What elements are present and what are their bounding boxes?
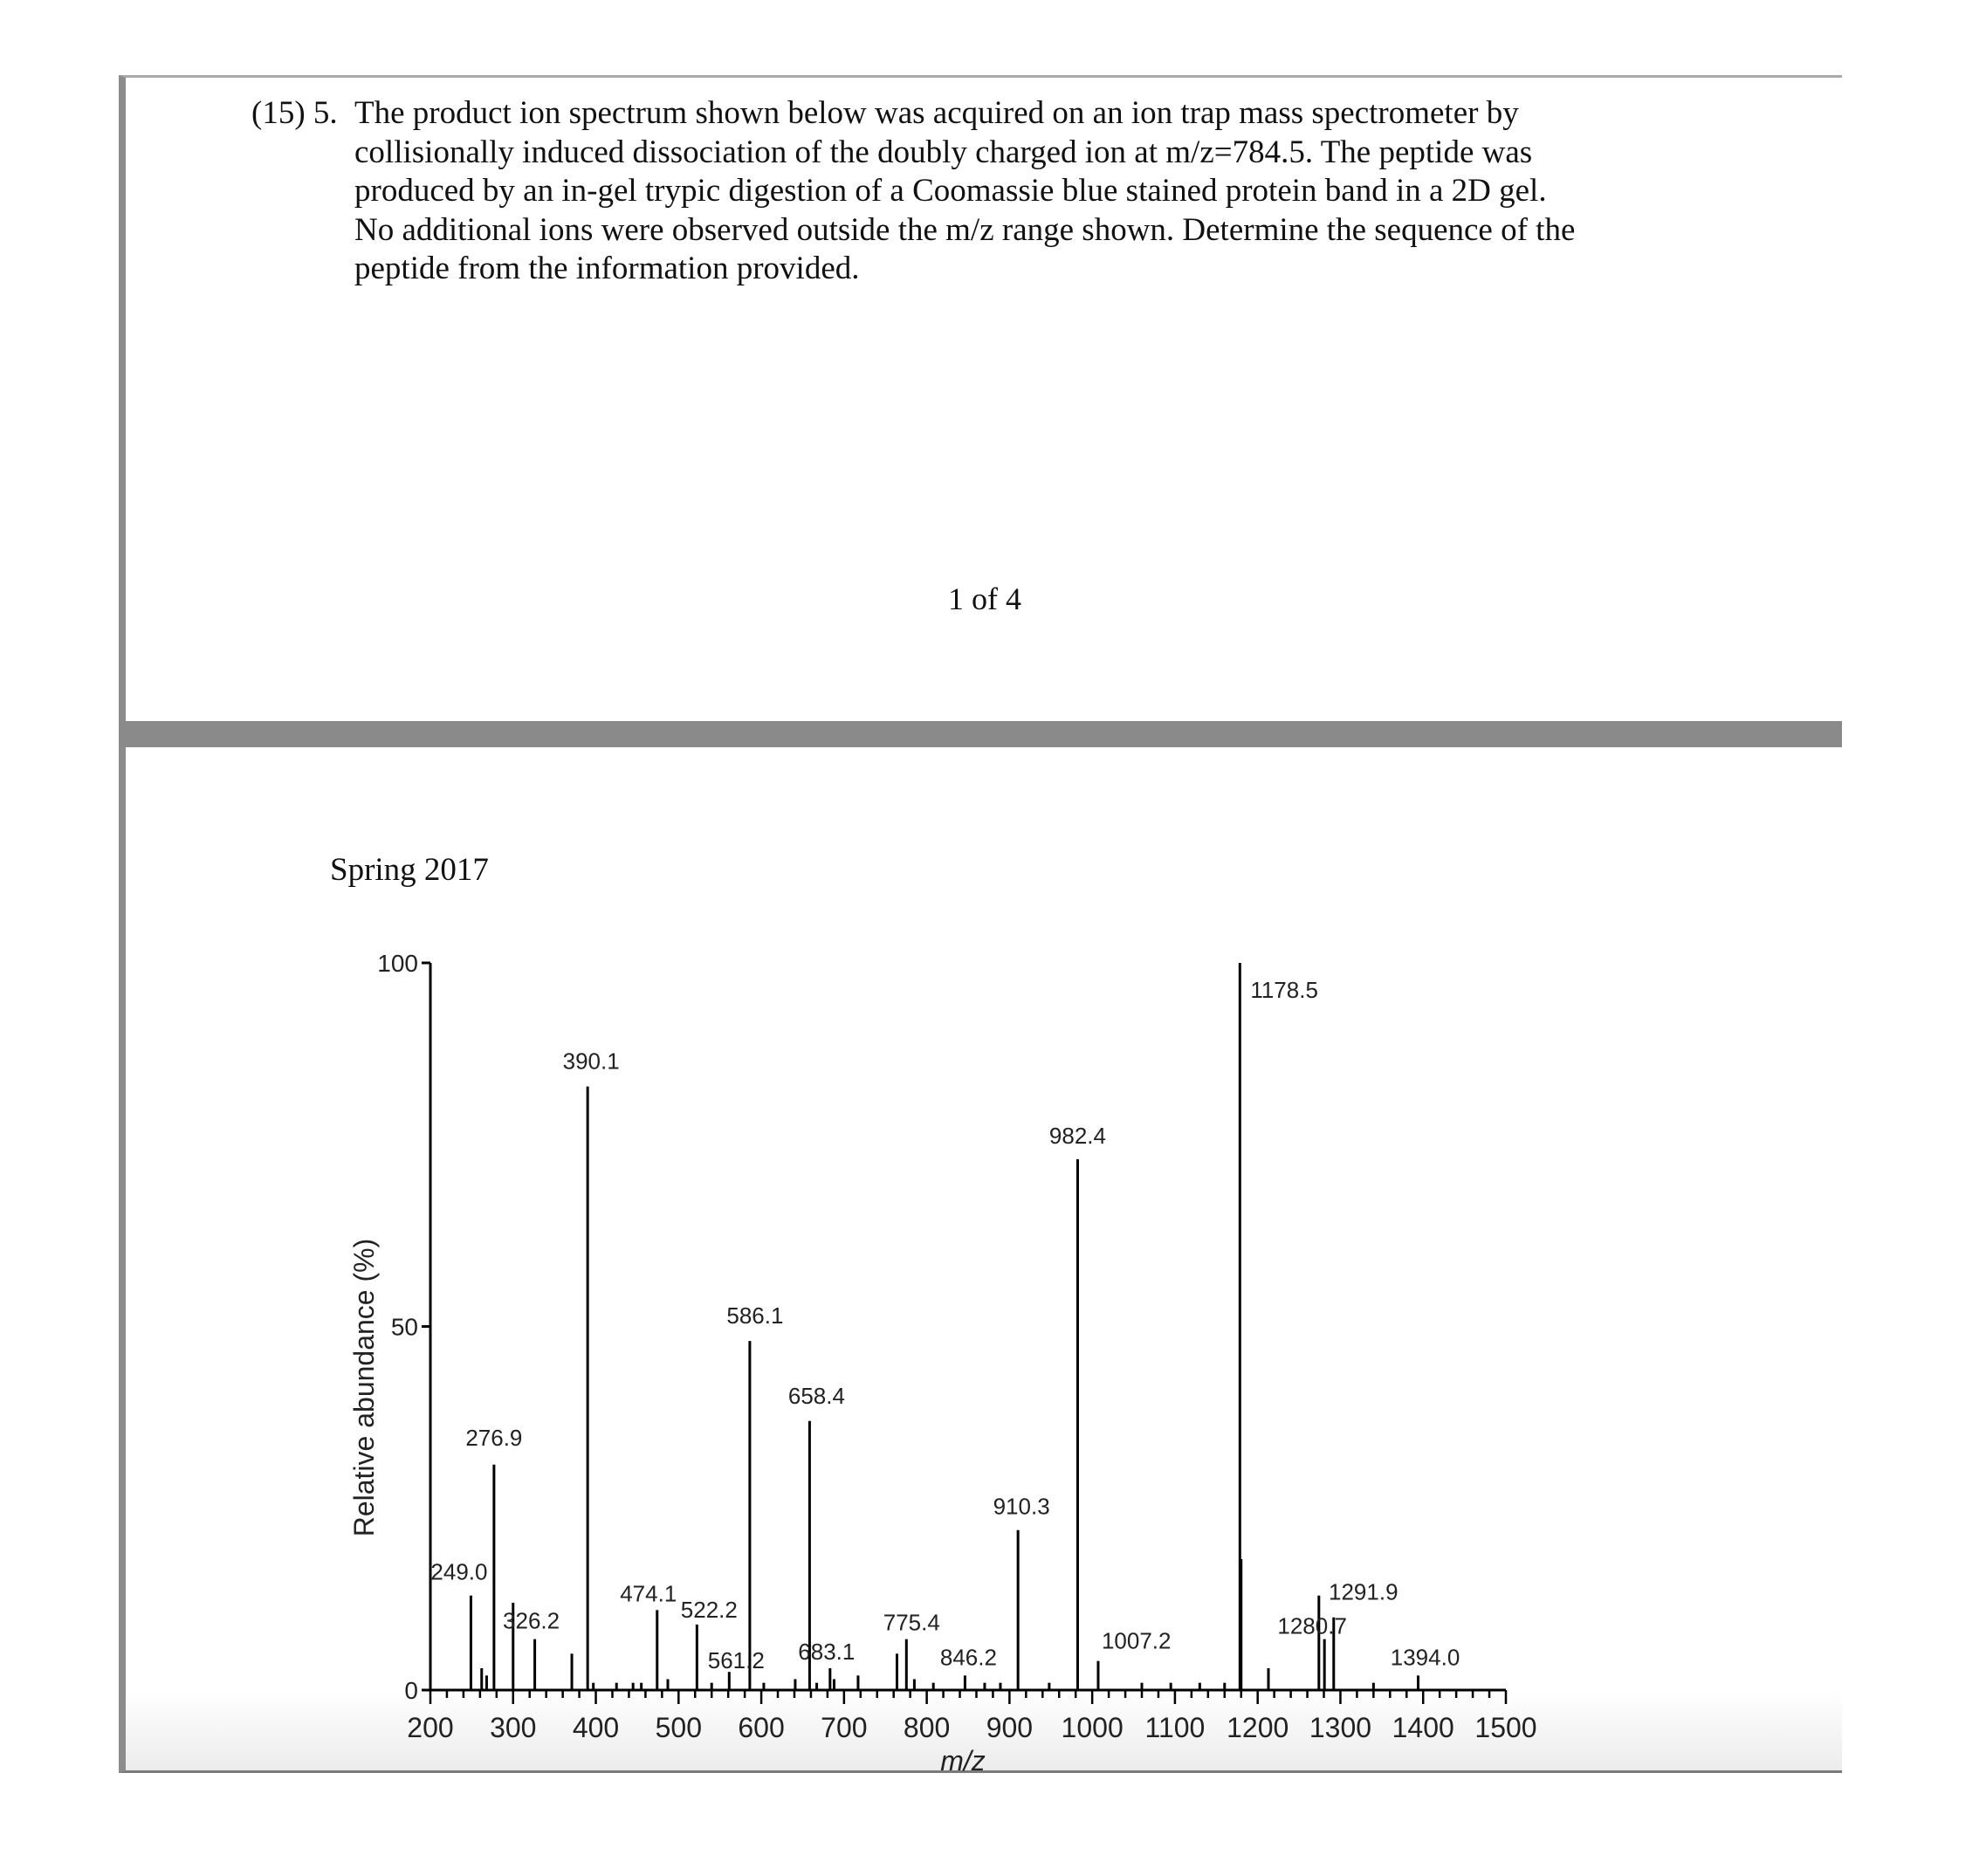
question-line: peptide from the information provided. [354,251,860,286]
peak-label: 982.4 [1048,1122,1107,1149]
peak-label: 474.1 [620,1580,677,1607]
x-tick-label: 900 [986,1712,1034,1743]
x-tick-label: 800 [903,1712,951,1743]
question-line: No additional ions were observed outside the m/z range shown. Determine the sequence of the [354,211,1576,248]
peak-label: 910.3 [993,1493,1050,1520]
semester-label: Spring 2017 [330,852,489,888]
question-line: produced by an in-gel trypic digestion of a Coomassie blue stained protein band in a 2D gel. [354,173,1547,209]
peak-label: 586.1 [726,1302,784,1330]
x-tick-label: 400 [572,1712,620,1743]
peak-label: 1280.7 [1277,1612,1347,1639]
x-tick-label: 1400 [1392,1712,1454,1743]
x-tick-label: 1000 [1061,1712,1124,1743]
peak-label: 522.2 [680,1597,738,1624]
y-tick-label: 100 [377,950,418,977]
y-axis-title: Relative abundance (%) [348,1238,380,1537]
x-tick-label: 600 [738,1712,785,1743]
peak-label: 775.4 [883,1609,940,1636]
question-number: (15) 5. [251,95,338,131]
peak-label: 1007.2 [1101,1627,1172,1654]
x-tick-label: 1300 [1309,1712,1372,1743]
y-tick-label: 0 [404,1677,418,1704]
peak-label: 846.2 [939,1644,997,1671]
peak-label: 683.1 [798,1639,856,1666]
question-line: The product ion spectrum shown below was acquired on an ion trap mass spectrometer by [354,95,1519,131]
question-line: collisionally induced dissociation of the doubly charged ion at m/z=784.5. The peptide was [354,134,1533,170]
page-indicator: 1 of 4 [948,581,1021,616]
peak-label: 276.9 [465,1424,523,1451]
peak-label: 561.2 [707,1647,765,1674]
x-tick-label: 1100 [1144,1712,1206,1743]
y-tick-label: 50 [390,1313,418,1341]
peak-label: 326.2 [503,1607,560,1634]
peak-label: 1394.0 [1390,1644,1460,1671]
peak-label: 249.0 [430,1558,488,1585]
peak-label: 658.4 [787,1382,845,1409]
peak-label: 390.1 [562,1048,620,1075]
x-tick-label: 1200 [1227,1712,1289,1743]
x-tick-label: 500 [655,1712,703,1743]
x-tick-label: 1500 [1474,1712,1537,1743]
x-axis-title: m/z [940,1745,986,1776]
x-tick-label: 700 [821,1712,868,1743]
peak-label: 1291.9 [1329,1578,1398,1605]
x-tick-label: 200 [407,1712,454,1743]
peak-label: 1178.5 [1250,977,1318,1003]
x-tick-label: 300 [490,1712,537,1743]
